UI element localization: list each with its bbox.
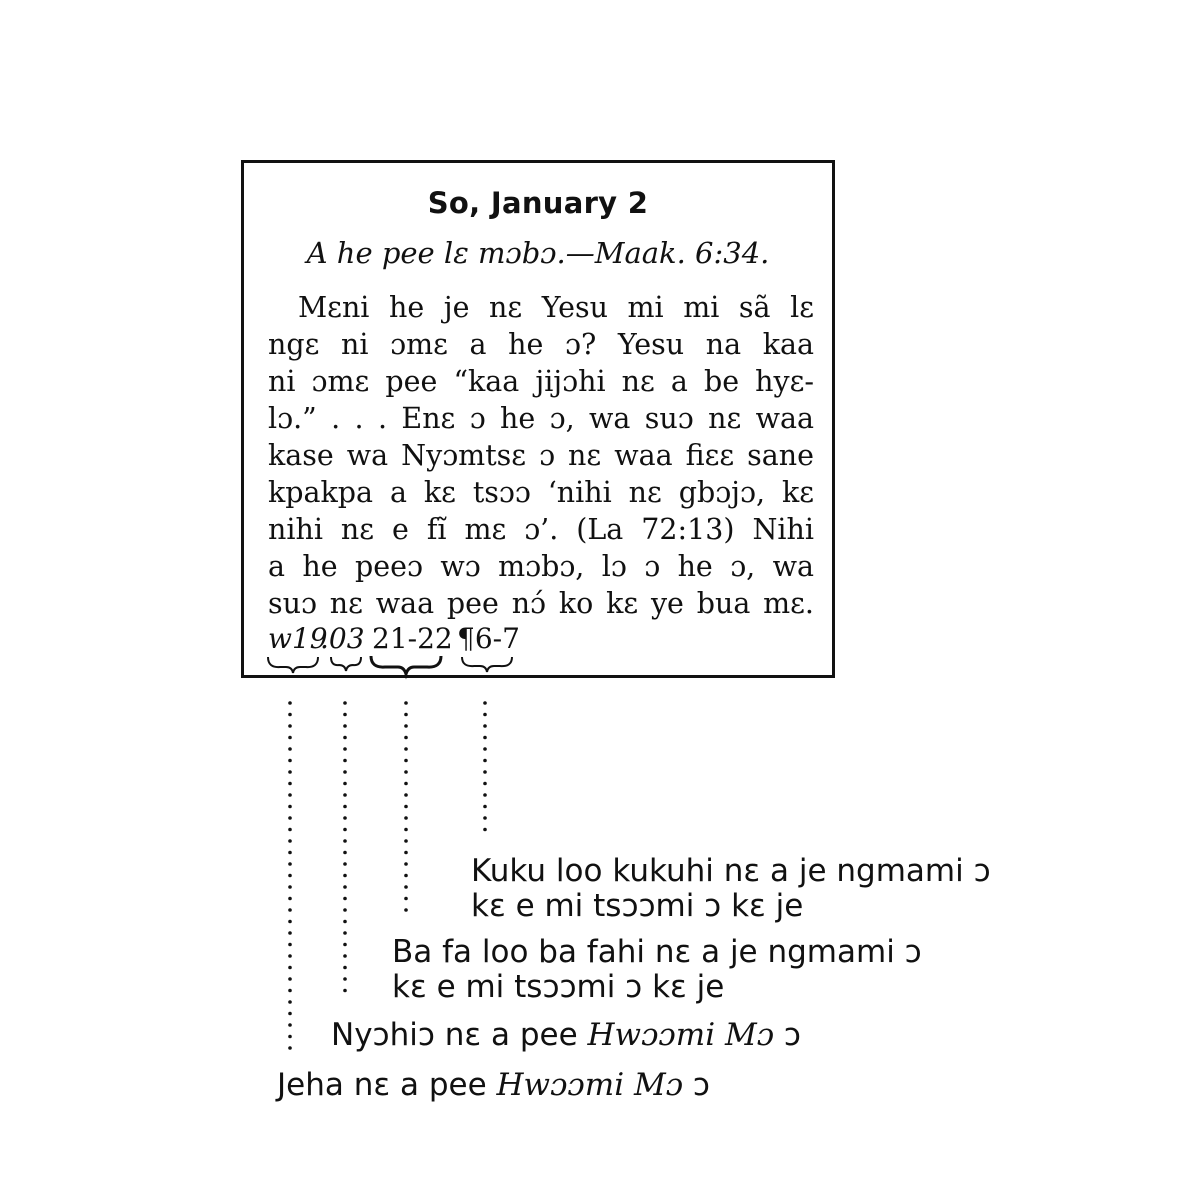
paragraph-line: ngɛ ni ɔmɛ a he ɔ? Yesu na kaa [268, 328, 814, 361]
dot [343, 805, 347, 809]
legend-publication-suffix: ɔ [683, 1067, 710, 1103]
dot [288, 874, 292, 878]
legend-paragraphs [471, 854, 991, 924]
paragraph-line: Mɛni he je nɛ Yesu mi mi sã lɛ [298, 291, 814, 324]
dotted-line-publication [288, 701, 292, 1050]
legend-paragraphs-line-2: kɛ e mi tsɔɔmi ɔ kɛ je [471, 888, 804, 924]
dot [343, 885, 347, 889]
dot [343, 793, 347, 797]
dot [288, 897, 292, 901]
paragraph-line: lɔ.” . . . Enɛ ɔ he ɔ, wa suɔ nɛ waa [268, 402, 814, 435]
dot [288, 1035, 292, 1039]
dot [404, 736, 408, 740]
dot [288, 1046, 292, 1050]
dot [483, 713, 487, 717]
dot [404, 862, 408, 866]
legend-pages-line-1: Ba fa loo ba fahi nɛ a je ngmami ɔ [392, 934, 922, 970]
dot [288, 1023, 292, 1027]
dot [343, 851, 347, 855]
dot [343, 747, 347, 751]
dot [288, 954, 292, 958]
dot [288, 839, 292, 843]
dot [288, 816, 292, 820]
paragraph-line: a he peeɔ wɔ mɔbɔ, lɔ ɔ he ɔ, wa [268, 550, 814, 583]
dot [404, 851, 408, 855]
dotted-line-pages [404, 701, 408, 912]
theme-scripture: A he pee lɛ mɔbɔ.—Maak. 6:34. [306, 236, 770, 270]
dot [343, 839, 347, 843]
paragraph-line: suɔ nɛ waa pee nɔ́ ko kɛ ye bua mɛ. [268, 587, 814, 620]
dot [343, 920, 347, 924]
dot [343, 977, 347, 981]
legend-pages [392, 935, 922, 1005]
dot [288, 782, 292, 786]
dot [343, 989, 347, 993]
paragraph-line: kpakpa a kɛ tsɔɔ ‘nihi nɛ gbɔjɔ, kɛ [268, 476, 814, 509]
dot [483, 701, 487, 705]
brace-issue [331, 657, 361, 671]
legend-pages-line-2: kɛ e mi tsɔɔmi ɔ kɛ je [392, 969, 725, 1005]
brace-publication [268, 657, 318, 673]
dot [404, 701, 408, 705]
dot [404, 724, 408, 728]
dotted-line-issue [343, 701, 347, 992]
dot [288, 908, 292, 912]
legend-publication-title: Hwɔɔmi Mɔ [496, 1067, 684, 1103]
dot [404, 759, 408, 763]
dot [404, 713, 408, 717]
dot [288, 966, 292, 970]
dot [343, 759, 347, 763]
dot [483, 816, 487, 820]
dot [288, 736, 292, 740]
reference-paragraphs: ¶6-7 [457, 622, 520, 655]
dot [288, 943, 292, 947]
dot [404, 793, 408, 797]
dot [483, 747, 487, 751]
dot [483, 736, 487, 740]
dot [343, 943, 347, 947]
dot [288, 885, 292, 889]
legend-issue-text: Nyɔhiɔ nɛ a pee [331, 1017, 588, 1053]
dot [288, 770, 292, 774]
dot [404, 908, 408, 912]
dot [288, 759, 292, 763]
legend-issue-title: Hwɔɔmi Mɔ [587, 1017, 775, 1053]
dot [404, 897, 408, 901]
legend-issue [331, 1018, 801, 1053]
dot [404, 874, 408, 878]
dot [343, 828, 347, 832]
dot [288, 989, 292, 993]
dot [343, 724, 347, 728]
dot [288, 851, 292, 855]
dot [483, 805, 487, 809]
legend-publication-text: Jeha nɛ a pee [277, 1067, 497, 1103]
reference-pages: 21-22 [372, 622, 453, 655]
paragraph-line: kase wa Nyɔmtsɛ ɔ nɛ waa fiɛɛ sane [268, 439, 814, 472]
dot [288, 977, 292, 981]
legend-paragraphs-line-1: Kuku loo kukuhi nɛ a je ngmami ɔ [471, 853, 991, 889]
reference-issue: .03 [320, 622, 365, 655]
dot [343, 782, 347, 786]
dot [288, 920, 292, 924]
dot [288, 828, 292, 832]
dot [288, 1012, 292, 1016]
date-heading: So, January 2 [427, 186, 649, 220]
brace-pages [371, 656, 441, 674]
dot [483, 759, 487, 763]
dot [343, 701, 347, 705]
dot [343, 816, 347, 820]
dotted-line-paragraphs [483, 701, 487, 831]
dot [343, 874, 347, 878]
brace-paragraphs [462, 657, 512, 672]
dot [483, 793, 487, 797]
dot [343, 954, 347, 958]
dot [288, 701, 292, 705]
dot [483, 828, 487, 832]
dot [483, 770, 487, 774]
dot [404, 747, 408, 751]
dot [404, 770, 408, 774]
dot [343, 897, 347, 901]
dot [404, 839, 408, 843]
paragraph-line: ni ɔmɛ pee “kaa jijɔhi nɛ a be hyɛ- [268, 365, 814, 398]
paragraph-line: nihi nɛ e fĩ mɛ ɔ’. (La 72:13) Nihi [268, 513, 814, 546]
legend-publication [277, 1068, 710, 1103]
dot [343, 966, 347, 970]
dot [404, 885, 408, 889]
dot [483, 724, 487, 728]
dot [288, 862, 292, 866]
dot [343, 931, 347, 935]
legend-issue-suffix: ɔ [774, 1017, 801, 1053]
dot [343, 908, 347, 912]
dot [343, 770, 347, 774]
dot [288, 793, 292, 797]
dot [288, 713, 292, 717]
dot [343, 713, 347, 717]
dot [404, 828, 408, 832]
dot [288, 805, 292, 809]
dot [288, 931, 292, 935]
dot [404, 805, 408, 809]
dot [288, 1000, 292, 1004]
dot [404, 816, 408, 820]
dot [343, 862, 347, 866]
dot [404, 782, 408, 786]
dot [288, 724, 292, 728]
dot [483, 782, 487, 786]
reference-publication: w19 [268, 622, 328, 655]
dot [288, 747, 292, 751]
dot [343, 736, 347, 740]
